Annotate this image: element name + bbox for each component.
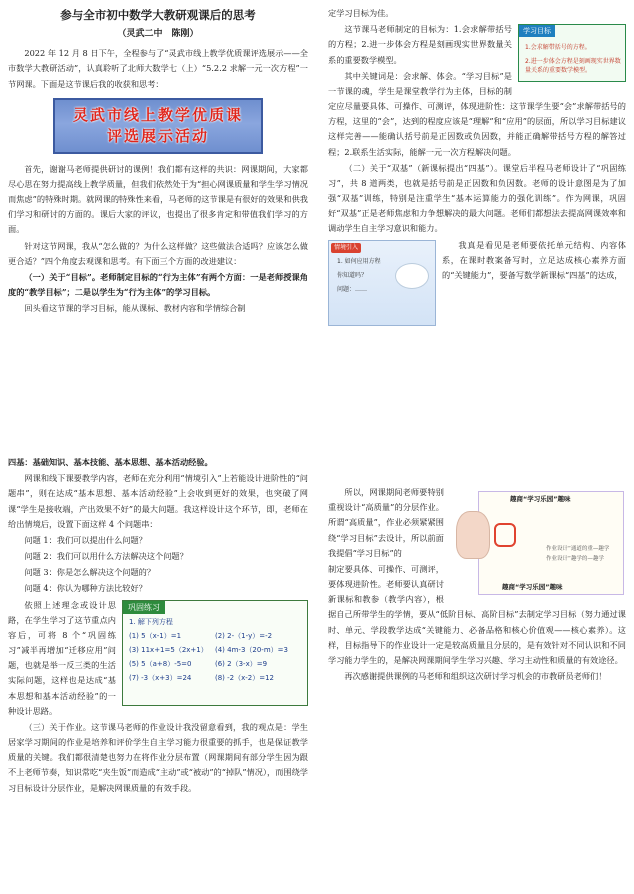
double-base-paragraph: （二）关于“双基”（新课标提出“四基”）。课堂后半程马老师设计了“巩固练习”，共 8 道两类，也就是括号前是正因数和负因数。老师的设计意图是为了加强“双基”训练，特别是注重学生“基本运算能力的强化训练”。作为网课，巩固好“双基”正是老师焦虑和力争想解决的最大问题。老师们都想法去提高网课效率和调动学生自主学习意识和能力。 [328,162,626,234]
slide-tag: 情境引入 [331,243,361,253]
homework-cartoon-image [450,487,626,603]
learning-goal-slide-image [518,24,626,82]
cloud-illustration [395,263,429,289]
rest-paragraph: 制定要具体、可操作、可测评，要体现进阶性。老师要认真研讨新课标和教参（教学内容），根据自己所带学生的学情，要从“低阶目标、高阶目标”去制定学习目标（努力通过课时、单元、学段教学达成“关键能力、必备品格和核心价值观——核心素养）。这样，目标指导下的作业设计一定是较高质量且分层的，是有效针对不同认识和不同学习能力学生的，是解决网课期间学生学习兴趣、学习主动性和质量的有效途径。 [328,563,626,665]
child-illustration [456,511,490,559]
goal-slide-header: 学习目标 [519,25,555,37]
article-panel-bottom-left [8,455,308,891]
practice-exercise-slide-image [122,600,308,706]
intro-paragraph: 2022 年 12 月 8 日下午，全程参与了“灵武市线上教学优质课评选展示——全市数学大教研活动”，认真聆听了北师大数学七（上）“5.2.2 求解一元一次方程”一节网课。下面是这节课后我的收获和思考： [8,48,308,89]
question-4: 问题 4：你认为哪种方法比较好？ [24,583,147,594]
thanks-paragraph: 首先，谢谢马老师提供研讨的课例！我们都有这样的共识：网课期间，大家都尽心思在努力提高线上教学质量，但我们依然处于为“担心网课质量和学生学习情况而焦虑”的特殊时期。就网课的特殊性来看，马老师的这节课是有很好的效果和供我们学习和研讨的方面的。课后大家的评议，也提出了很多肯定和带值我们学习的方面。 [8,163,308,235]
cartoon-top-label: 趣商“学习乐园”趣味 [510,495,571,503]
continued-text: 定学习目标为佳。 [328,8,394,18]
practice-row: (7) -3（x+3）=24 (8) -2（x-2）=12 [129,673,275,682]
question-paragraph: 针对这节网课，我从“怎么做的？为什么这样做？这些做法合适吗？应该怎么做更合适？”四个角度去观课和思考。有下面三个方面的改进建议： [8,240,308,266]
practice-row: (3) 11x+1=5（2x+1） (4) 4m-3（20-m）=3 [129,645,288,654]
practice-sub: 1. 解下列方程 [129,617,173,626]
after-paragraph: 依照上述理念或设计思路，在学生学习了这节重点内容后，可将 8 个“巩固练习”减半再增加“迁移应用”问题，也就是举一反三类的生活实际问题，这样也是达成“基本思想和基本活动经验”的一种设计思路。 [8,599,116,716]
situation-intro-slide-image [328,240,436,326]
goals-paragraph: 这节课马老师制定的目标为：1.会求解带括号的方程；2.进一步体会方程是刻画现实世界数量关系的重要数学模型。 [328,24,512,65]
banner-line-2: 评选展示活动 [106,126,209,145]
article-panel-bottom-right [328,485,626,815]
keywords-paragraph: 其中关键词是：会求解、体会。“学习目标”是一节课的魂，学生是课堂教学行为主体，目标的制定应尽量要具体、可操作、可测评，体现进阶性：这节课学生要“会”求解带括号的方程，这里的“会”，达到的程度应该是“理解”和“应用”的层面，所以学习目标建议这样完善——能确认括号前是正因数或负因数，并能正确解带括号方程的解答过程；2.联系生活实际，能解一元一次方程解决问题。 [328,70,626,157]
slide-text-3: 问题：…… [337,285,368,293]
article-panel-top-left [8,6,308,444]
see-paragraph: 我真是看见是老师要依托单元结构、内容体系，在课时教案备写时，立足达成核心素养方面的“关键能力”，要备写数学新课标“四基”的达成， [442,239,626,280]
practice-header: 巩固练习 [123,601,165,614]
goal-slide-line-2: 2.进一步体会方程是刻画现实世界数量关系的重要数学模型。 [525,58,621,75]
banner-line-1: 灵武市线上教学优质课 [72,106,243,125]
question-2: 问题 2：我们可以用什么方法解决这个问题？ [24,551,188,562]
cartoon-bottom-label: 趣商“学习乐园”趣味 [502,583,563,591]
four-base-line: 四基：基础知识、基本技能、基本思想、基本活动经验。 [8,457,213,467]
cartoon-note-1: 作业设计“通道的重—趣学 [546,546,610,552]
section-goal-heading: （一）关于“目标”。老师制定目标的“行为主体”有两个方面：一是老师授课角度的“教学目标”；二是以学生为“行为主体”的学习目标。 [8,271,308,298]
practice-row: (1) 5（x-1）=1 (2) 2-（1-y）=-2 [129,631,273,640]
article-title: 参与全市初中数学大教研观课后的思考 [60,8,256,22]
article-panel-top-right [328,6,626,444]
final-thanks: 再次感谢提供课例的马老师和组织这次研讨学习机会的市教研员老师们！ [344,671,607,682]
design-paragraph: 网课和线下课要教学内容，老师在充分利用“情境引入”上若能设计进阶性的“问题串”，则在达成“基本思想、基本活动经验”上会收到更好的效果，也突破了网课“学生是接收端，产出效果不好”的最大问题。我这样设计这个环节，即，老师在给出情境后，设置下面这样 4 个问题串： [8,473,308,529]
article-author: （灵武二中 陈刚） [117,28,199,39]
practice-row: (5) 5（a+8）-5=0 (6) 2（3-x）=9 [129,659,268,668]
review-paragraph: 回头看这节课的学习目标，能从课标、教材内容和学情综合制 [24,303,246,314]
note-illustration [494,523,516,547]
so-paragraph: 所以，网课期间老师要特别重视设计“高质量”的分层作业。所谓“高质量”，作业必须紧紧围绕“学习目标”去设计，所以前面我提倡“学习目标”的 [328,487,444,558]
slide-text-2: 你知道吗？ [337,271,368,279]
goal-slide-line-1: 1.会求解带括号的方程。 [525,44,591,52]
slide-text-1: 1. 如何应用方程 [337,257,381,265]
event-banner-image [53,98,263,154]
cartoon-note-2: 作业设计“趣学的—趣学 [546,556,604,562]
question-3: 问题 3：你是怎么解决这个问题的？ [24,567,156,578]
homework-paragraph: （三）关于作业。这节课马老师的作业设计我没留意看到，我的观点是：学生居家学习期间的作业是培养和评价学生自主学习能力很重要的抓手，也是保证教学质量的关键。我们都很清楚也努力在将作业分层布置（网课期间有部分学生因为跟不上老师节奏，知识常吃“夹生饭”而造成“主动”或“被动”的“掉队”情况），而围绕学习目标设计分层作业，是解决网课质量的有效手段。 [8,721,308,793]
question-1: 问题 1：我们可以提出什么问题？ [24,534,147,545]
